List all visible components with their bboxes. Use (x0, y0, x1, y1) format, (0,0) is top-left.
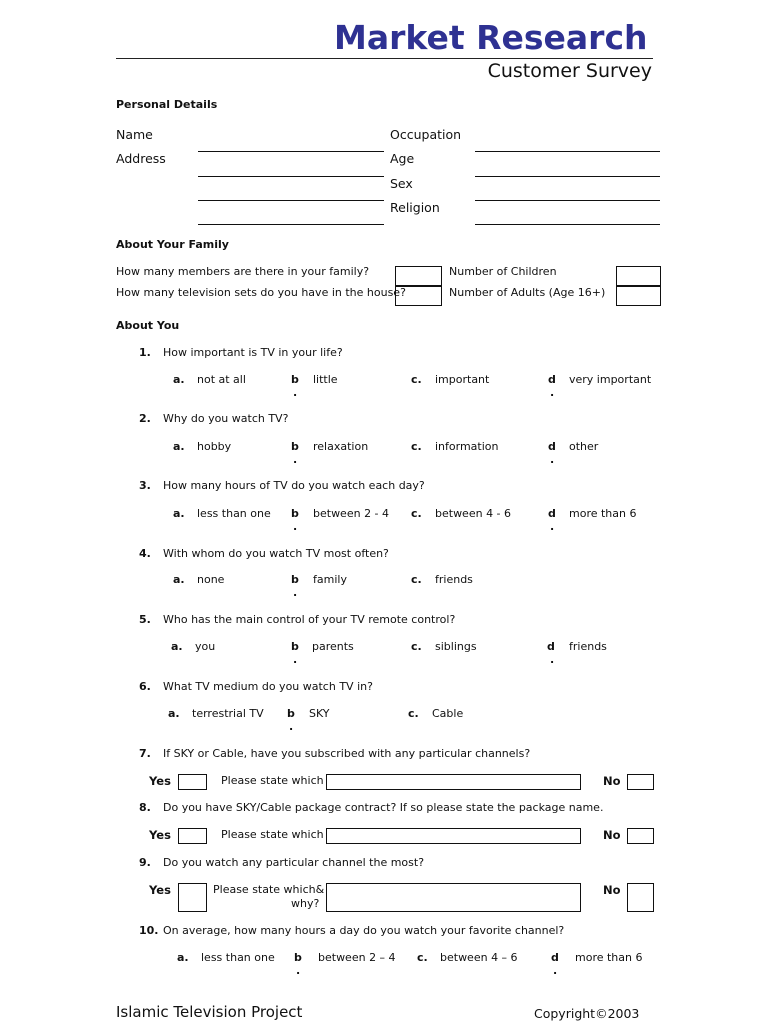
please-state-label: Please state which (221, 774, 324, 787)
adults-box[interactable] (616, 285, 661, 306)
children-box[interactable] (616, 266, 661, 287)
question-text: With whom do you watch TV most often? (163, 547, 389, 560)
option-text[interactable]: you (195, 640, 216, 653)
footer-project: Islamic Television Project (116, 1003, 303, 1021)
no-label: No (603, 774, 621, 788)
no-label: No (603, 828, 621, 842)
option-text[interactable]: less than one (201, 951, 275, 964)
question-text: Who has the main control of your TV remote control? (163, 613, 456, 626)
option-letter: b (291, 373, 299, 386)
question-number: 6. (139, 680, 151, 693)
label-number-of-adults: Number of Adults (Age 16+) (449, 286, 606, 299)
yes-label: Yes (149, 774, 171, 788)
option-letter: b (294, 951, 302, 964)
option-dot: . (293, 386, 298, 399)
option-text[interactable]: more than 6 (575, 951, 643, 964)
section-about-you: About You (116, 319, 180, 332)
option-letter: a. (173, 373, 185, 386)
question-number: 4. (139, 547, 151, 560)
option-text[interactable]: family (313, 573, 347, 586)
page-subtitle: Customer Survey (487, 60, 652, 82)
no-checkbox[interactable] (627, 828, 654, 844)
option-letter: d (547, 640, 555, 653)
yes-checkbox[interactable] (178, 883, 207, 912)
why-label: why? (291, 897, 320, 910)
option-letter: a. (177, 951, 189, 964)
option-letter: b (291, 640, 299, 653)
question-text: Do you watch any particular channel the most? (163, 856, 425, 869)
option-text[interactable]: hobby (197, 440, 232, 453)
please-state-label: Please state which (221, 828, 324, 841)
option-dot: . (293, 586, 298, 599)
option-text[interactable]: siblings (435, 640, 477, 653)
option-text[interactable]: information (435, 440, 499, 453)
option-letter: c. (411, 440, 422, 453)
occupation-field[interactable] (475, 151, 660, 152)
address-field-line-1[interactable] (198, 176, 384, 177)
option-letter: d (548, 440, 556, 453)
option-dot: . (550, 453, 555, 466)
option-dot: . (553, 964, 558, 977)
question-number: 5. (139, 613, 151, 626)
option-text[interactable]: important (435, 373, 490, 386)
address-field-line-2[interactable] (198, 200, 384, 201)
section-personal-details: Personal Details (116, 98, 218, 111)
option-text[interactable]: none (197, 573, 225, 586)
option-text[interactable]: between 4 - 6 (435, 507, 512, 520)
header-rule (116, 58, 653, 59)
option-dot: . (293, 453, 298, 466)
label-number-of-children: Number of Children (449, 265, 557, 278)
label-religion: Religion (390, 200, 440, 215)
option-text[interactable]: friends (569, 640, 607, 653)
option-text[interactable]: SKY (309, 707, 330, 720)
option-letter: c. (408, 707, 419, 720)
option-letter: c. (411, 373, 422, 386)
option-letter: a. (173, 440, 185, 453)
option-dot: . (550, 520, 555, 533)
question-text: Why do you watch TV? (163, 412, 289, 425)
label-address: Address (116, 151, 166, 166)
question-text: What TV medium do you watch TV in? (163, 680, 373, 693)
option-text[interactable]: little (313, 373, 338, 386)
question-number: 10. (139, 924, 159, 937)
yes-checkbox[interactable] (178, 828, 207, 844)
sex-field[interactable] (475, 200, 660, 201)
yes-checkbox[interactable] (178, 774, 207, 790)
option-text[interactable]: other (569, 440, 599, 453)
question-text: If SKY or Cable, have you subscribed with any particular channels? (163, 747, 531, 760)
question-number: 9. (139, 856, 151, 869)
question-family-members: How many members are there in your family? (116, 265, 370, 278)
channels-input[interactable] (326, 774, 581, 790)
yes-label: Yes (149, 883, 171, 897)
question-number: 8. (139, 801, 151, 814)
footer-copyright: Copyright©2003 (534, 1006, 640, 1021)
option-text[interactable]: terrestrial TV (192, 707, 264, 720)
option-letter: a. (168, 707, 180, 720)
option-text[interactable]: friends (435, 573, 473, 586)
name-field[interactable] (198, 151, 384, 152)
option-letter: d (548, 507, 556, 520)
question-tv-sets: How many television sets do you have in the house? (116, 286, 406, 299)
option-dot: . (289, 720, 294, 733)
option-letter: a. (173, 573, 185, 586)
option-text[interactable]: more than 6 (569, 507, 637, 520)
option-text[interactable]: less than one (197, 507, 271, 520)
religion-field[interactable] (475, 224, 660, 225)
yes-label: Yes (149, 828, 171, 842)
option-letter: d (548, 373, 556, 386)
option-text[interactable]: very important (569, 373, 652, 386)
option-text[interactable]: between 2 – 4 (318, 951, 396, 964)
page-title: Market Research (334, 18, 648, 57)
option-letter: a. (171, 640, 183, 653)
option-letter: c. (411, 507, 422, 520)
option-dot: . (293, 653, 298, 666)
option-letter: b (291, 573, 299, 586)
question-text: On average, how many hours a day do you watch your favorite channel? (163, 924, 565, 937)
question-text: How many hours of TV do you watch each day? (163, 479, 425, 492)
age-field[interactable] (475, 176, 660, 177)
question-text: How important is TV in your life? (163, 346, 343, 359)
option-letter: c. (417, 951, 428, 964)
section-about-your-family: About Your Family (116, 238, 229, 251)
option-dot: . (550, 386, 555, 399)
option-dot: . (296, 964, 301, 977)
option-text[interactable]: parents (312, 640, 354, 653)
option-letter: b (291, 507, 299, 520)
no-checkbox[interactable] (627, 883, 654, 912)
option-text[interactable]: Cable (432, 707, 464, 720)
family-members-box[interactable] (395, 266, 442, 287)
question-text: Do you have SKY/Cable package contract? If so please state the package name. (163, 801, 604, 814)
option-text[interactable]: not at all (197, 373, 246, 386)
option-letter: b (287, 707, 295, 720)
please-state-why-label: Please state which& (213, 883, 325, 896)
address-field-line-3[interactable] (198, 224, 384, 225)
option-letter: d (551, 951, 559, 964)
no-label: No (603, 883, 621, 897)
option-letter: c. (411, 640, 422, 653)
option-letter: b (291, 440, 299, 453)
favorite-channel-input[interactable] (326, 883, 581, 912)
question-number: 3. (139, 479, 151, 492)
option-text[interactable]: relaxation (313, 440, 369, 453)
option-text[interactable]: between 4 – 6 (440, 951, 518, 964)
label-age: Age (390, 151, 415, 166)
question-number: 2. (139, 412, 151, 425)
option-dot: . (550, 653, 555, 666)
no-checkbox[interactable] (627, 774, 654, 790)
question-number: 1. (139, 346, 151, 359)
question-number: 7. (139, 747, 151, 760)
option-text[interactable]: between 2 - 4 (313, 507, 390, 520)
label-sex: Sex (390, 176, 413, 191)
label-occupation: Occupation (390, 127, 462, 142)
option-letter: c. (411, 573, 422, 586)
package-input[interactable] (326, 828, 581, 844)
tv-sets-box[interactable] (395, 285, 442, 306)
option-letter: a. (173, 507, 185, 520)
label-name: Name (116, 127, 153, 142)
option-dot: . (293, 520, 298, 533)
